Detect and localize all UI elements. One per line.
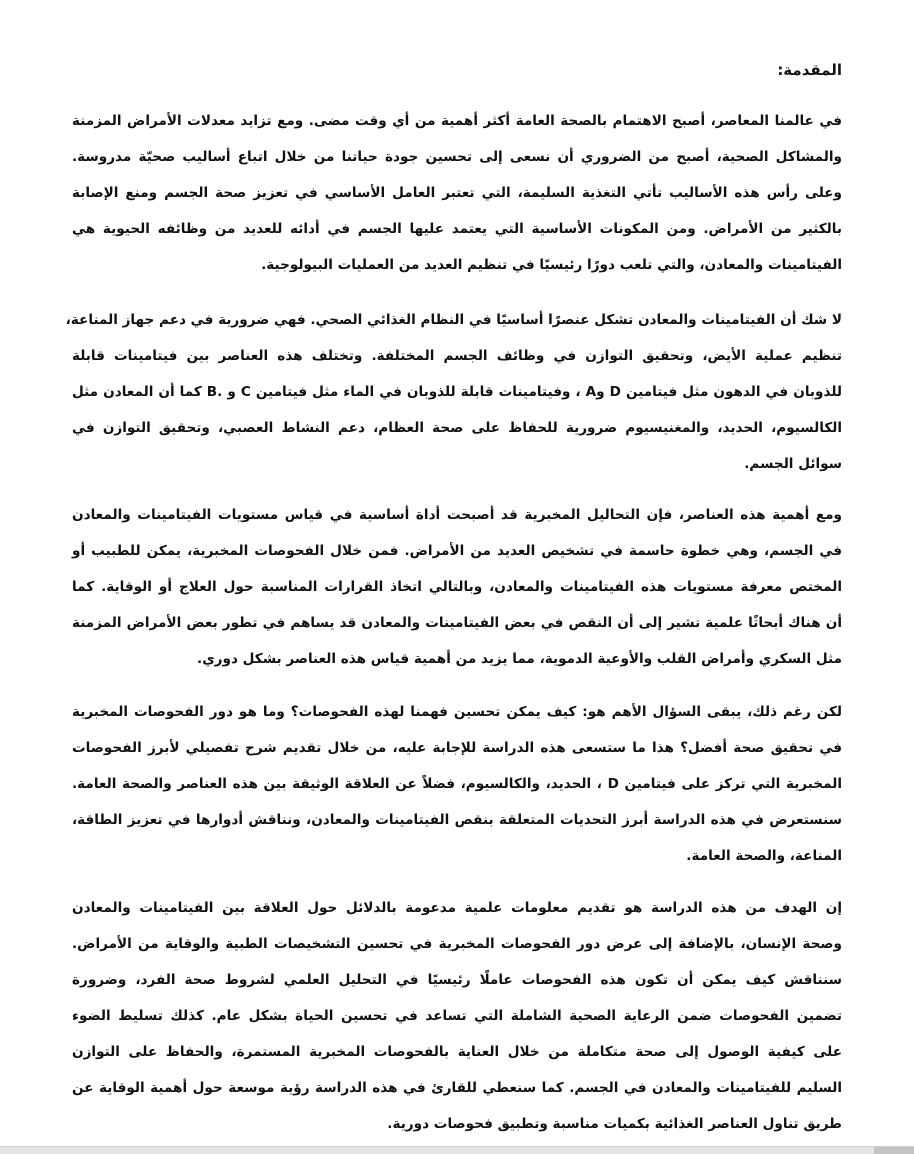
text-line: سوائل الجسم. — [744, 456, 842, 472]
text-line: في تحقيق صحة أفضل؟ هذا ما ستسعى هذه الدراسة للإجابة عليه، من خلال تقديم شرح تفصيلي لأبرز الفحوصات — [72, 740, 842, 756]
text-line: ومع أهمية هذه العناصر، فإن التحاليل المخبرية قد أصبحت أداة أساسية في قياس مستويات الفيتامينات والمعادن — [72, 507, 842, 523]
text-line: سنستعرض في هذه الدراسة أبرز التحديات المتعلقة بنقص الفيتامينات والمعادن، ونناقش أدوارها في تعزيز الطاقة، — [72, 812, 842, 828]
text-line: المخبرية التي تركز على فيتامين D ، الحديد، والكالسيوم، فضلاً عن العلاقة الوثيقة بين هذه العناصر والصحة العامة. — [72, 776, 842, 792]
paragraph — [72, 103, 842, 283]
text-line: إن الهدف من هذه الدراسة هو تقديم معلومات علمية مدعومة بالدلائل حول العلاقة بين الفيتامينات والمعادن — [72, 900, 842, 916]
text-line: لكن رغم ذلك، يبقى السؤال الأهم هو: كيف يمكن تحسين فهمنا لهذه الفحوصات؟ وما هو دور الفحوصات المخبرية — [72, 704, 842, 720]
text-line: بالكثير من الأمراض. ومن المكونات الأساسية التي يعتمد عليها الجسم في أدائه للعديد من وظائفه الحيوية هي — [72, 221, 842, 237]
text-line: الكالسيوم، الحديد، والمغنيسيوم ضرورية للحفاظ على صحة العظام، دعم النشاط العصبي، وتحقيق التوازن في — [72, 420, 842, 436]
paragraph — [72, 890, 842, 1142]
text-line: أن هناك أبحاثًا علمية تشير إلى أن النقص في بعض الفيتامينات والمعادن قد يساهم في تطور بعض الأمراض المزمنة — [72, 615, 842, 631]
text-line: وعلى رأس هذه الأساليب تأتي التغذية السليمة، التي تعتبر العامل الأساسي في تعزيز صحة الجسم ومنع الإصابة — [72, 185, 842, 201]
paragraph — [72, 694, 842, 874]
text-line: مثل السكري وأمراض القلب والأوعية الدموية، مما يزيد من أهمية قياس هذه العناصر بشكل دوري. — [197, 651, 842, 667]
text-line: تضمين الفحوصات ضمن الرعاية الصحية الشاملة التي تساعد في تحسين الحياة بشكل عام. كذلك تسليط الضوء — [72, 1008, 842, 1024]
text-line: لا شك أن الفيتامينات والمعادن تشكل عنصرًا أساسيًا في النظام الغذائي الصحي. فهي ضرورية في دعم جهاز المناعة، — [65, 312, 842, 328]
text-line: السليم للفيتامينات والمعادن في الجسم. كما سنعطي للقارئ في هذه الدراسة رؤية موسعة حول أهمية الوقاية عن — [72, 1080, 842, 1096]
section-heading: المقدمة: — [777, 61, 842, 79]
text-line: طريق تناول العناصر الغذائية بكميات مناسبة وتطبيق فحوصات دورية. — [387, 1116, 842, 1132]
paragraph — [72, 497, 842, 677]
text-line: في الجسم، وهي خطوة حاسمة في تشخيص العديد من الأمراض. فمن خلال الفحوصات المخبرية، يمكن للطبيب أو — [72, 543, 842, 559]
text-line: الفيتامينات والمعادن، والتي تلعب دورًا رئيسيًا في تنظيم العديد من العمليات البيولوجية. — [261, 257, 842, 273]
scrollbar-thumb[interactable] — [874, 1147, 914, 1154]
horizontal-scrollbar[interactable] — [0, 1146, 914, 1154]
text-line: للذوبان في الدهون مثل فيتامين D وA ، وفيتامينات قابلة للذوبان في الماء مثل فيتامين C و .B كما أن المعادن مثل — [72, 384, 842, 400]
text-line: وصحة الإنسان، بالإضافة إلى عرض دور الفحوصات المخبرية في تحسين التشخيصات الطبية والوقاية من الأمراض. — [72, 936, 842, 952]
text-line: في عالمنا المعاصر، أصبح الاهتمام بالصحة العامة أكثر أهمية من أي وقت مضى. ومع تزايد معدلات الأمراض المزمنة — [72, 113, 842, 129]
text-line: والمشاكل الصحية، أصبح من الضروري أن نسعى إلى تحسين جودة حياتنا من خلال اتباع أساليب صحيّة مدروسة. — [72, 149, 842, 165]
text-line: سنناقش كيف يمكن أن تكون هذه الفحوصات عاملًا رئيسيًا في التحليل العلمي لشروط صحة الفرد، وضرورة — [72, 972, 842, 988]
text-line: المختص معرفة مستويات هذه الفيتامينات والمعادن، وبالتالي اتخاذ القرارات المناسبة حول العلاج أو الوقاية. كما — [72, 579, 842, 595]
text-line: على كيفية الوصول إلى صحة متكاملة من خلال العناية بالفحوصات المخبرية المستمرة، والحفاظ على التوازن — [72, 1044, 842, 1060]
text-line: المناعة، والصحة العامة. — [686, 848, 842, 864]
paragraph — [65, 302, 842, 482]
text-line: تنظيم عملية الأيض، وتحقيق التوازن في وظائف الجسم المختلفة. وتختلف هذه العناصر بين فيتامينات قابلة — [72, 348, 842, 364]
